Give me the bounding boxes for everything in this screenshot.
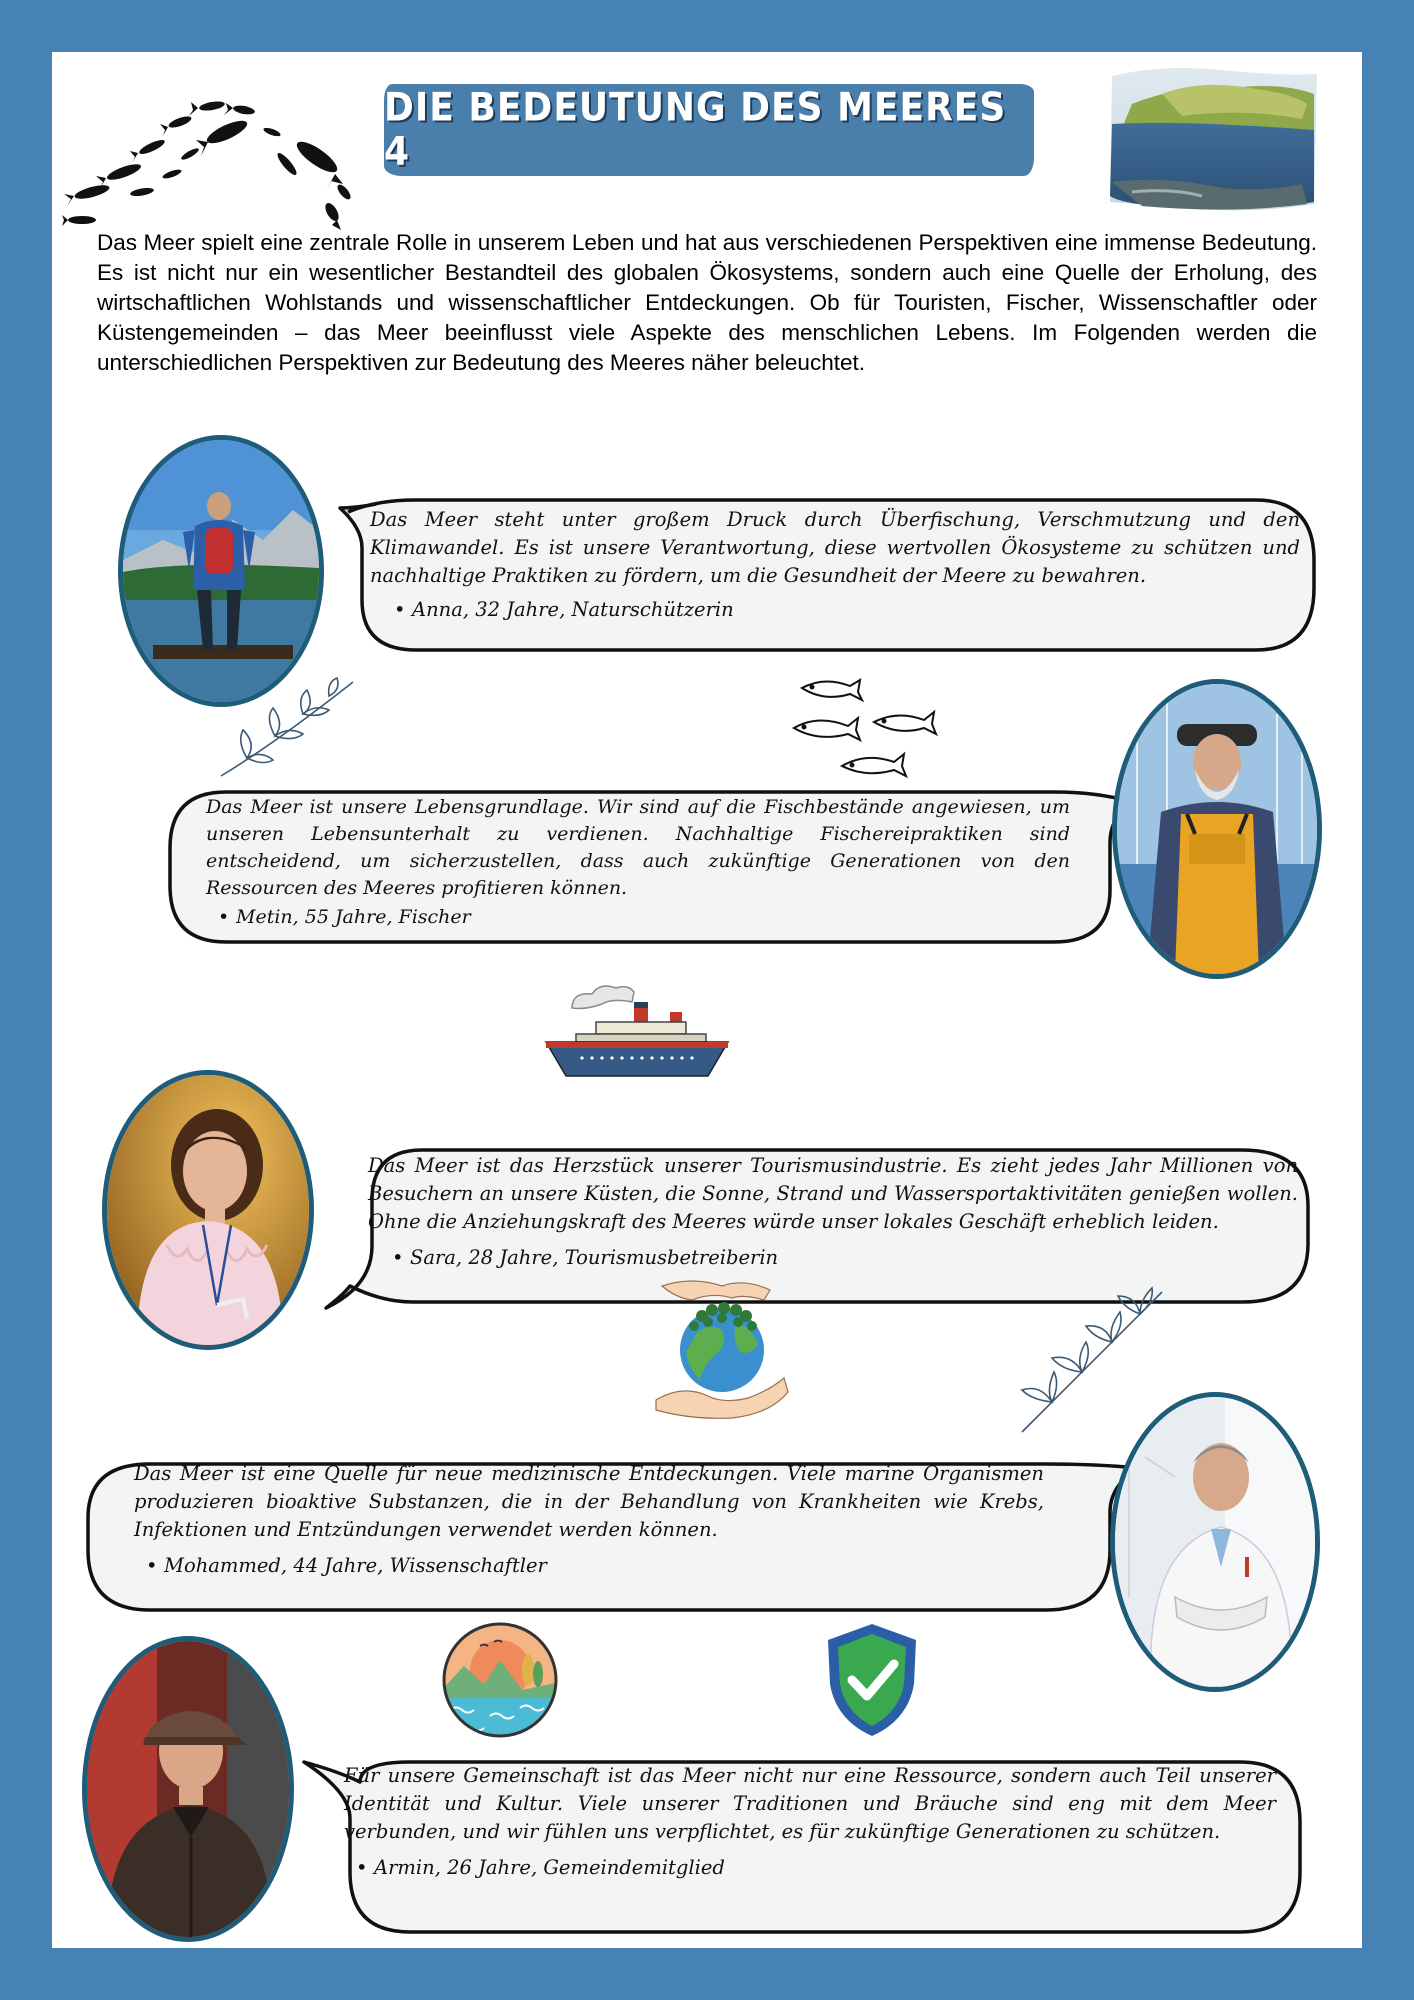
avatar-metin xyxy=(1112,679,1322,979)
page-title: DIE BEDEUTUNG DES MEERES 4 xyxy=(384,85,1007,175)
quote-author: • Metin, 55 Jahre, Fischer xyxy=(218,904,1070,931)
quote-text: Das Meer steht unter großem Druck durch Überfischung, Verschmutzung und den Klimawandel. Es ist unsere Verantwortung, diese wertvollen Ökosysteme zu schützen und nachhaltige Praktiken zu fördern, um die Gesundheit der Meere zu bewahren. xyxy=(370,508,1300,587)
shield-check-icon xyxy=(822,1620,922,1740)
quote-author: • Armin, 26 Jahre, Gemeindemitglied xyxy=(356,1854,1276,1882)
landscape-circle-icon xyxy=(440,1620,560,1740)
quote-text: Das Meer ist unsere Lebensgrundlage. Wir sind auf die Fischbestände angewiesen, um unseren Lebensunterhalt zu verdienen. Nachhaltige Fischereipraktiken sind entscheidend, um sicherzustellen, dass auch zukünftige Generationen von den Ressourcen des Meeres profitieren können. xyxy=(206,796,1070,899)
fish-outline-icon xyxy=(790,672,940,782)
quote-author: • Sara, 28 Jahre, Tourismusbetreiberin xyxy=(392,1244,1298,1272)
quote-text: Für unsere Gemeinschaft ist das Meer nicht nur eine Ressource, sondern auch Teil unserer Identität und Kultur. Viele unserer Traditionen und Bräuche sind eng mit dem Meer verbunden, und wir fühlen uns verpflichtet, es für zukünftige Generationen zu schützen. xyxy=(344,1764,1276,1843)
leaf-branch-icon xyxy=(217,672,357,782)
avatar-sara xyxy=(102,1070,314,1350)
title-banner xyxy=(384,84,1034,176)
quote-anna xyxy=(370,506,1300,624)
avatar-armin xyxy=(82,1636,294,1942)
quote-metin xyxy=(206,794,1070,931)
quote-mohammed xyxy=(134,1460,1044,1580)
lake-landscape-image xyxy=(1102,64,1322,214)
earth-in-hands-icon xyxy=(652,1272,792,1422)
avatar-mohammed xyxy=(1110,1392,1320,1692)
quote-sara xyxy=(368,1152,1298,1272)
quote-text: Das Meer ist eine Quelle für neue medizinische Entdeckungen. Viele marine Organismen produzieren bioaktive Substanzen, die in der Behandlung von Krankheiten wie Krebs, Infektionen und Entzündungen verwendet werden können. xyxy=(134,1462,1044,1541)
quote-text: Das Meer ist das Herzstück unserer Tourismusindustrie. Es zieht jedes Jahr Millionen von Besuchern an unsere Küsten, die Sonne, Strand und Wassersportaktivitäten genießen wollen. Ohne die Anziehungskraft des Meeres würde unser lokales Geschäft erheblich leiden. xyxy=(368,1154,1298,1233)
ship-icon xyxy=(542,978,732,1078)
quote-author: • Anna, 32 Jahre, Naturschützerin xyxy=(394,596,1300,624)
quote-armin xyxy=(344,1762,1276,1882)
intro-paragraph: Das Meer spielt eine zentrale Rolle in unserem Leben und hat aus verschiedenen Perspektiven eine immense Bedeutung. Es ist nicht nur ein wesentlicher Bestandteil des globalen Ökosystems, sondern auch eine Quelle der Erholung, des wirtschaftlichen Wohlstands und wissenschaftlicher Entdeckungen. Ob für Touristen, Fischer, Wissenschaftler oder Küstengemeinden – das Meer beeinflusst viele Aspekte des menschlichen Lebens. Im Folgenden werden die unterschiedlichen Perspektiven zur Bedeutung des Meeres näher beleuchtet. xyxy=(97,230,1317,375)
fish-school-icon xyxy=(62,92,362,232)
avatar-anna xyxy=(118,435,324,707)
quote-author: • Mohammed, 44 Jahre, Wissenschaftler xyxy=(146,1552,1044,1580)
worksheet-page xyxy=(52,52,1362,1948)
leaf-branch-icon xyxy=(1012,1272,1172,1442)
